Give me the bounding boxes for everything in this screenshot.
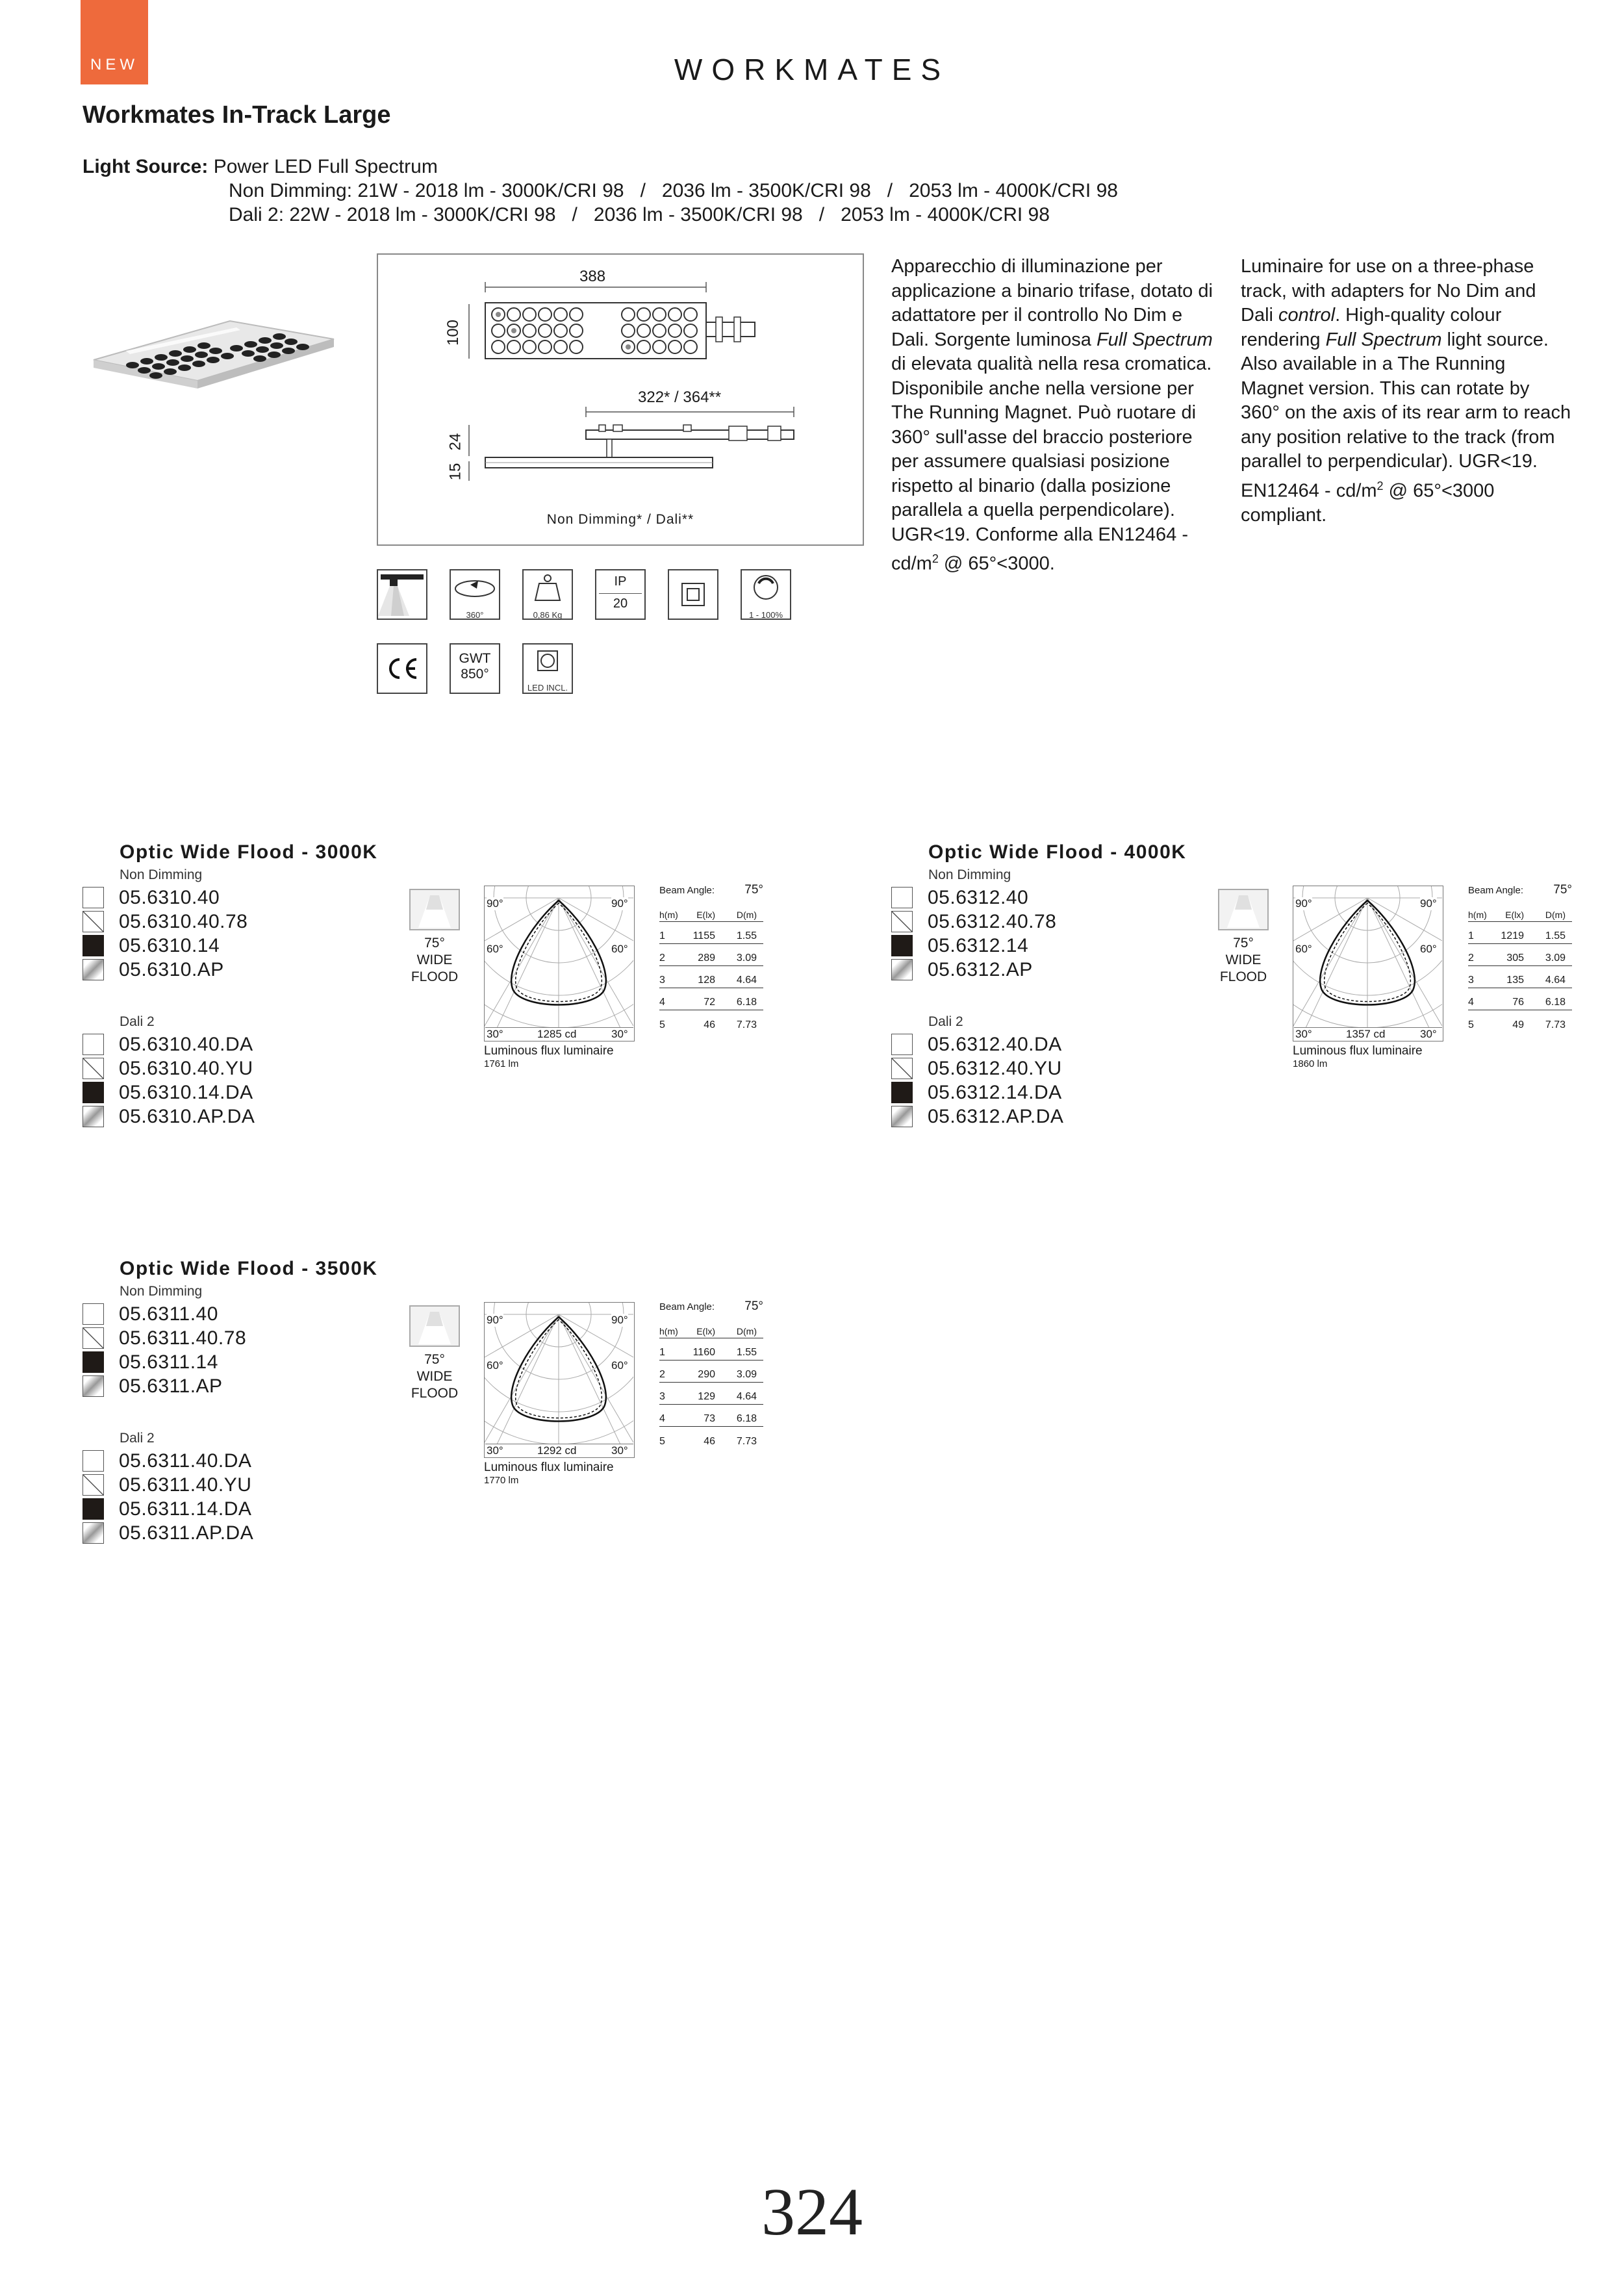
polar-label-30-left: 30° (1295, 1028, 1312, 1040)
finish-swatch (891, 959, 913, 980)
product-code-row (891, 886, 1028, 910)
product-code: 05.6310.AP (119, 958, 224, 980)
finish-swatch (891, 911, 913, 932)
product-code: 05.6310.AP.DA (119, 1105, 255, 1127)
col-illuminance: E(lx) (696, 910, 715, 920)
beam-angle-value: 75° (744, 1299, 763, 1313)
cell-height: 5 (659, 1436, 665, 1447)
spotlight-icon (377, 569, 427, 620)
cell-height: 4 (1468, 997, 1474, 1008)
polar-label-30-right: 30° (611, 1028, 628, 1040)
weight-value: 0,86 Kg (533, 610, 563, 620)
desc-en-italic2: Full Spectrum (1325, 329, 1442, 350)
rotation-icon (450, 569, 500, 620)
ce-mark-icon (377, 643, 427, 694)
col-diameter: D(m) (1545, 910, 1566, 920)
ip-value: 20 (613, 596, 628, 611)
beam-table-row (1468, 988, 1572, 1010)
wide-flood-optic-icon (1218, 889, 1269, 930)
dimming-value: 1 - 100% (748, 610, 783, 620)
dali-label: Dali 2 (120, 1014, 155, 1029)
product-code-row (891, 1056, 1062, 1080)
dim-track-length: 322* / 364** (638, 389, 722, 406)
product-code: 05.6312.14.DA (928, 1081, 1062, 1103)
cell-height: 5 (1468, 1019, 1474, 1030)
cell-illuminance: 72 (704, 997, 715, 1008)
description-italian (891, 255, 1223, 576)
product-code-row (891, 1080, 1062, 1105)
polar-label-30-right: 30° (611, 1444, 628, 1457)
cell-illuminance: 46 (704, 1019, 715, 1030)
led-included-label: LED INCL. (527, 683, 568, 693)
finish-swatch (82, 1522, 104, 1544)
non-dimming-label: Non Dimming (928, 867, 1011, 882)
finish-swatch (891, 887, 913, 908)
finish-swatch (891, 935, 913, 956)
non-dimming-label: Non Dimming (120, 1284, 203, 1299)
finish-swatch (82, 1375, 104, 1397)
product-code: 05.6311.40.78 (119, 1327, 247, 1349)
cell-diameter: 7.73 (736, 1019, 757, 1030)
desc-it-sup: 2 (932, 552, 939, 565)
desc-en-part1: Luminaire for use on a three-phase track, with adapters for No Dim and Dali (1241, 256, 1536, 326)
beam-angle-label: Beam Angle: (1468, 884, 1524, 896)
polar-label-60-right: 60° (1420, 943, 1437, 955)
product-code-row (82, 934, 220, 958)
dim-length: 388 (579, 268, 606, 285)
product-code-row (82, 1473, 251, 1497)
desc-it-part3: @ 65°<3000. (938, 553, 1055, 574)
optic-name-line1: WIDE (416, 1369, 453, 1384)
desc-en-part2: . High-quality colour rendering (1241, 305, 1502, 350)
cell-illuminance: 128 (698, 975, 715, 986)
desc-en-part3: light source. Also available in a The Running Magnet version. This can rotate by 360° on the axis of its rear arm to reach any position relative to the track (from parallel to perpendicular). UGR<19. EN12464 - cd/m (1241, 329, 1571, 502)
product-code: 05.6312.40.YU (928, 1057, 1062, 1079)
gwt-value: 850° (461, 667, 489, 682)
product-code-row (891, 1032, 1062, 1056)
cell-diameter: 4.64 (736, 1391, 757, 1402)
cell-illuminance: 1155 (692, 930, 715, 941)
col-diameter: D(m) (736, 910, 757, 920)
non-dimming-spec: Non Dimming: 21W - 2018 lm - 3000K/CRI 98 / 2036 lm - 3500K/CRI 98 / 2053 lm - 4000K/CRI 98 (229, 180, 1118, 201)
non-dimming-label: Non Dimming (120, 867, 203, 882)
beam-table-row (659, 1361, 763, 1383)
cell-height: 4 (659, 1413, 665, 1424)
beam-table-row (659, 1383, 763, 1405)
finish-swatch (82, 887, 104, 908)
product-code: 05.6311.AP (119, 1375, 223, 1397)
optic-name-line1: WIDE (416, 952, 453, 967)
cell-diameter: 1.55 (736, 930, 757, 941)
product-code: 05.6310.40 (119, 886, 220, 908)
polar-label-60-left: 60° (487, 1359, 503, 1372)
desc-en-part4: @ 65°<3000 compliant. (1241, 480, 1495, 526)
cell-height: 1 (659, 930, 665, 941)
brand-title: WORKMATES (674, 53, 950, 86)
polar-label-30-left: 30° (487, 1028, 503, 1040)
ip-rating-icon (595, 569, 646, 620)
product-code-row (82, 1080, 253, 1105)
col-height: h(m) (659, 910, 678, 920)
flux-value: 1761 lm (484, 1058, 519, 1069)
col-illuminance: E(lx) (1505, 910, 1524, 920)
cell-height: 1 (1468, 930, 1474, 941)
finish-swatch (82, 1106, 104, 1127)
cell-illuminance: 135 (1506, 975, 1524, 986)
polar-label-90-left: 90° (487, 897, 503, 910)
finish-swatch (82, 935, 104, 956)
optic-section (82, 841, 817, 1147)
product-code: 05.6310.40.YU (119, 1057, 253, 1079)
product-code: 05.6311.14 (119, 1351, 218, 1373)
cell-height: 3 (659, 1391, 665, 1402)
cell-illuminance: 49 (1512, 1019, 1524, 1030)
desc-en-sup: 2 (1377, 479, 1384, 492)
product-code: 05.6311.40.YU (119, 1474, 252, 1496)
finish-swatch (891, 1082, 913, 1103)
flux-value: 1770 lm (484, 1475, 519, 1486)
dim-arm-height: 24 (446, 433, 464, 451)
optic-angle: 75° (1233, 936, 1254, 951)
finish-swatch (82, 1034, 104, 1055)
section-title: Optic Wide Flood - 4000K (928, 841, 1187, 863)
cell-diameter: 6.18 (736, 997, 757, 1008)
cell-diameter: 7.73 (1545, 1019, 1566, 1030)
beam-table-row (659, 922, 763, 944)
weight-icon (522, 569, 573, 620)
product-code-row (82, 1374, 223, 1398)
cell-illuminance: 290 (698, 1369, 715, 1380)
ip-label: IP (614, 574, 627, 589)
product-code-row (82, 1302, 218, 1326)
beam-table-row (1468, 1010, 1572, 1032)
optic-name-line2: FLOOD (1219, 969, 1267, 984)
beam-table-row (659, 988, 763, 1010)
cell-height: 2 (1468, 952, 1474, 964)
page-number: 324 (761, 2175, 863, 2249)
product-code-row (82, 910, 247, 934)
product-code: 05.6312.40.78 (928, 910, 1057, 932)
product-code: 05.6310.40.78 (119, 910, 248, 932)
product-code: 05.6311.40 (119, 1303, 218, 1325)
product-code-row (82, 1056, 253, 1080)
product-code: 05.6312.14 (928, 934, 1029, 956)
beam-table (659, 880, 763, 1032)
optic-name-line2: FLOOD (411, 969, 459, 984)
cell-illuminance: 305 (1506, 952, 1524, 964)
product-code-row (891, 1105, 1063, 1129)
beam-table-row (659, 1010, 763, 1032)
finish-swatch (82, 1351, 104, 1373)
cell-diameter: 1.55 (1545, 930, 1566, 941)
cell-diameter: 6.18 (1545, 997, 1566, 1008)
light-source-value: Power LED Full Spectrum (213, 156, 438, 177)
polar-label-60-right: 60° (611, 943, 628, 955)
finish-swatch (891, 1058, 913, 1079)
finish-swatch (891, 1106, 913, 1127)
cell-height: 2 (659, 1369, 665, 1380)
section-title: Optic Wide Flood - 3000K (120, 841, 378, 863)
product-code-row (82, 1350, 218, 1374)
beam-table-row (659, 1338, 763, 1361)
gwt-label: GWT (459, 651, 491, 666)
dali-label: Dali 2 (120, 1431, 155, 1446)
product-code: 05.6312.40 (928, 886, 1029, 908)
beam-table-row (659, 944, 763, 966)
cell-illuminance: 1219 (1501, 930, 1524, 941)
beam-table-row (1468, 922, 1572, 944)
drawing-caption: Non Dimming* / Dali** (546, 512, 694, 527)
dimming-icon (741, 569, 791, 620)
gwt-icon (450, 643, 500, 694)
optic-name-line1: WIDE (1225, 952, 1262, 967)
beam-table (659, 1297, 763, 1449)
cell-height: 5 (659, 1019, 665, 1030)
product-photo (87, 308, 340, 425)
col-diameter: D(m) (736, 1326, 757, 1336)
product-title: Workmates In-Track Large (82, 101, 391, 129)
product-code: 05.6312.AP.DA (928, 1105, 1064, 1127)
product-code: 05.6312.40.DA (928, 1033, 1062, 1055)
desc-it-part2: di elevata qualità nella resa cromatica. Disponibile anche nella versione per The Running Magnet. Può ruotare di 360° sull'asse del braccio posteriore per assumere qualsiasi posizione rispetto al binario (dalla posizione parallela a quella perpendicolare). UGR<19. Conforme alla EN12464 - cd/m (891, 353, 1212, 574)
class-insulation-icon (668, 569, 718, 620)
dali-label: Dali 2 (928, 1014, 963, 1029)
cell-illuminance: 289 (698, 952, 715, 964)
polar-label-60-left: 60° (1295, 943, 1312, 955)
col-height: h(m) (1468, 910, 1487, 920)
product-code-row (82, 1032, 253, 1056)
beam-table-row (659, 1427, 763, 1449)
new-badge-label: NEW (90, 56, 138, 73)
product-code: 05.6311.14.DA (119, 1498, 252, 1520)
polar-label-30-left: 30° (487, 1444, 503, 1457)
rotation-value: 360° (466, 610, 484, 620)
polar-peak-candela: 1292 cd (537, 1444, 577, 1457)
flux-value: 1860 lm (1293, 1058, 1328, 1069)
cell-height: 3 (659, 975, 665, 986)
finish-swatch (891, 1034, 913, 1055)
polar-label-60-right: 60° (611, 1359, 628, 1372)
cell-illuminance: 76 (1512, 997, 1524, 1008)
polar-label-30-right: 30° (1420, 1028, 1437, 1040)
product-code: 05.6311.AP.DA (119, 1522, 254, 1544)
beam-table-row (1468, 966, 1572, 988)
cell-diameter: 3.09 (736, 952, 757, 964)
cell-diameter: 3.09 (1545, 952, 1566, 964)
wide-flood-optic-icon (409, 1305, 460, 1347)
optic-angle: 75° (424, 1352, 445, 1367)
polar-label-90-right: 90° (1420, 897, 1437, 910)
description-english (1241, 255, 1572, 528)
desc-it-italic: Full Spectrum (1096, 329, 1213, 350)
cell-illuminance: 46 (704, 1436, 715, 1447)
flux-label: Luminous flux luminaire (484, 1461, 614, 1474)
cell-height: 3 (1468, 975, 1474, 986)
product-code: 05.6310.14 (119, 934, 220, 956)
product-code: 05.6311.40.DA (119, 1450, 252, 1472)
product-code-row (82, 958, 224, 982)
light-source-label: Light Source: (82, 156, 209, 177)
cell-height: 4 (659, 997, 665, 1008)
finish-swatch (82, 911, 104, 932)
dim-body-height: 15 (446, 463, 464, 481)
product-code-row (82, 886, 220, 910)
cell-illuminance: 73 (704, 1413, 715, 1424)
product-code-row (891, 934, 1028, 958)
polar-label-60-left: 60° (487, 943, 503, 955)
beam-angle-value: 75° (1553, 883, 1572, 897)
product-code-row (82, 1105, 255, 1129)
light-source-block (82, 155, 1118, 227)
finish-swatch (82, 1082, 104, 1103)
finish-swatch (82, 1303, 104, 1325)
product-code-row (82, 1521, 253, 1545)
beam-table-row (1468, 944, 1572, 966)
product-code: 05.6310.40.DA (119, 1033, 253, 1055)
polar-peak-candela: 1285 cd (537, 1028, 577, 1040)
finish-swatch (82, 1058, 104, 1079)
section-title: Optic Wide Flood - 3500K (120, 1258, 378, 1279)
beam-table-header (1468, 900, 1572, 922)
cell-diameter: 7.73 (736, 1436, 757, 1447)
cell-diameter: 3.09 (736, 1369, 757, 1380)
beam-table-header (659, 1316, 763, 1338)
cell-diameter: 4.64 (1545, 975, 1566, 986)
finish-swatch (82, 1450, 104, 1472)
cell-height: 1 (659, 1347, 665, 1358)
finish-swatch (82, 1327, 104, 1349)
optic-name-line2: FLOOD (411, 1386, 459, 1401)
beam-table-row (659, 1405, 763, 1427)
optic-angle: 75° (424, 936, 445, 951)
dim-width: 100 (444, 319, 463, 346)
polar-label-90-left: 90° (487, 1314, 503, 1326)
cell-diameter: 4.64 (736, 975, 757, 986)
beam-angle-label: Beam Angle: (659, 884, 715, 896)
product-code: 05.6310.14.DA (119, 1081, 253, 1103)
product-code-row (82, 1497, 251, 1521)
finish-swatch (82, 959, 104, 980)
polar-label-90-right: 90° (611, 1314, 628, 1326)
cell-illuminance: 1160 (692, 1347, 715, 1358)
cell-diameter: 1.55 (736, 1347, 757, 1358)
beam-table-header (659, 900, 763, 922)
beam-angle-value: 75° (744, 883, 763, 897)
technical-drawing (377, 253, 864, 546)
led-included-icon (522, 643, 573, 694)
col-height: h(m) (659, 1326, 678, 1336)
cell-illuminance: 129 (698, 1391, 715, 1402)
product-code-row (82, 1449, 251, 1473)
beam-table (1468, 880, 1572, 1032)
beam-table-row (659, 966, 763, 988)
finish-swatch (82, 1474, 104, 1496)
cell-height: 2 (659, 952, 665, 964)
product-code-row (891, 958, 1033, 982)
polar-peak-candela: 1357 cd (1346, 1028, 1386, 1040)
col-illuminance: E(lx) (696, 1326, 715, 1336)
product-code-row (82, 1326, 246, 1350)
optic-section (891, 841, 1624, 1147)
wide-flood-optic-icon (409, 889, 460, 930)
flux-label: Luminous flux luminaire (1293, 1044, 1423, 1058)
dali-spec: Dali 2: 22W - 2018 lm - 3000K/CRI 98 / 2036 lm - 3500K/CRI 98 / 2053 lm - 4000K/CRI 98 (229, 204, 1050, 225)
optic-section (82, 1258, 817, 1563)
finish-swatch (82, 1498, 104, 1520)
flux-label: Luminous flux luminaire (484, 1044, 614, 1058)
product-code-row (891, 910, 1056, 934)
polar-label-90-left: 90° (1295, 897, 1312, 910)
cell-diameter: 6.18 (736, 1413, 757, 1424)
desc-en-italic1: control (1278, 305, 1336, 326)
polar-label-90-right: 90° (611, 897, 628, 910)
desc-it-part1: Apparecchio di illuminazione per applicazione a binario trifase, dotato di adattatore per il controllo No Dim e Dali. Sorgente luminosa (891, 256, 1213, 350)
beam-angle-label: Beam Angle: (659, 1301, 715, 1312)
product-code: 05.6312.AP (928, 958, 1033, 980)
